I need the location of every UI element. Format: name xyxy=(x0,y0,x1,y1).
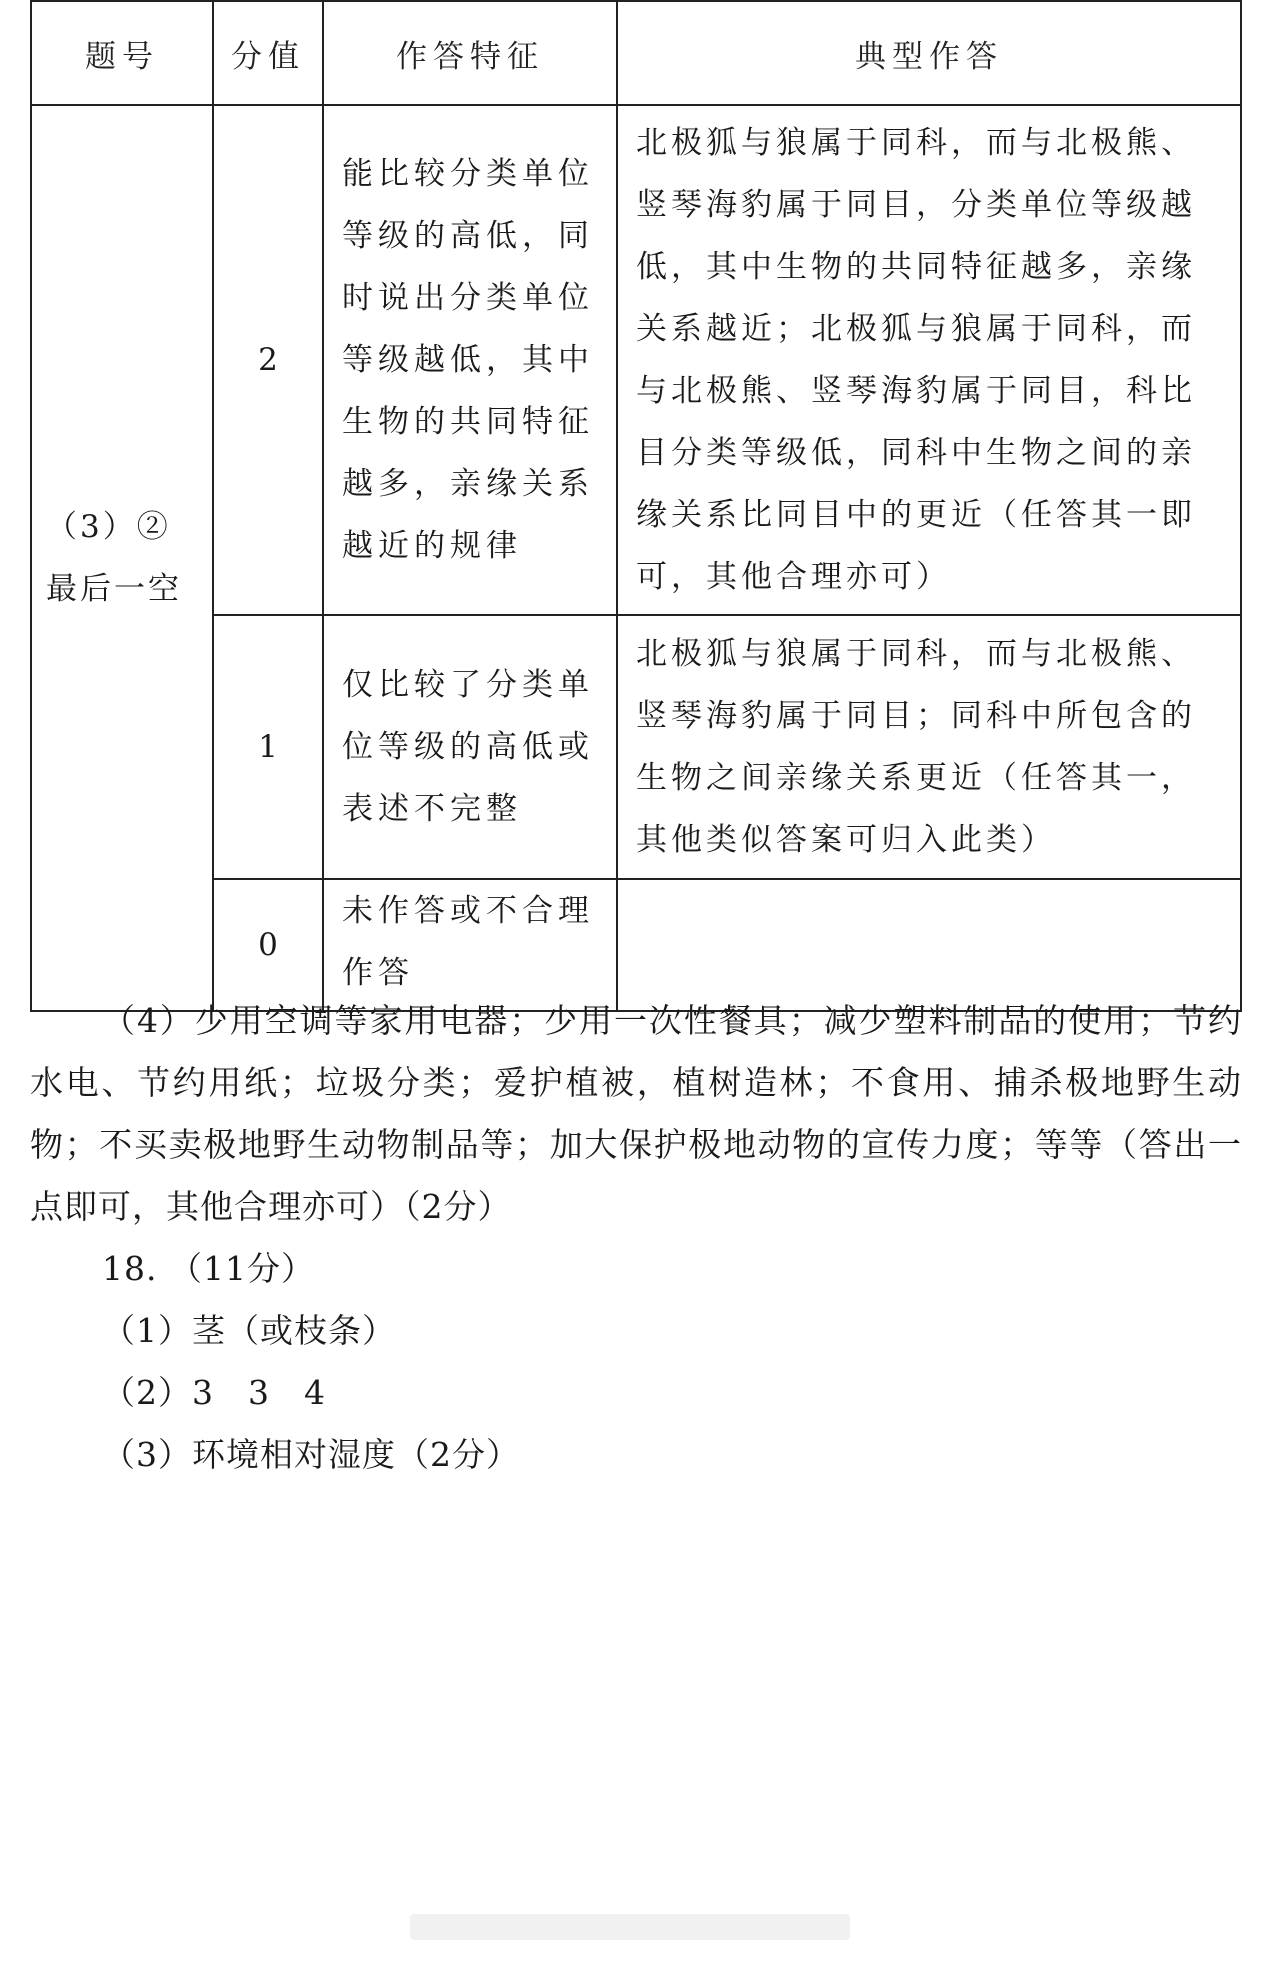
answer-4-paragraph: （4）少用空调等家用电器；少用一次性餐具；减少塑料制品的使用；节约水电、节约用纸；垃圾分类；爱护植被，植树造林；不食用、捕杀极地野生动物；不买卖极地野生动物制品等；加大保护极地动物的宣传力度；等等（答出一点即可，其他合理亦可）（2分） xyxy=(30,1001,1242,1226)
answer-section-body xyxy=(30,990,1242,1486)
answer-18-2: （2）3 3 4 xyxy=(102,1373,326,1412)
answer-18-3: （3）环境相对湿度（2分） xyxy=(102,1435,520,1474)
question-label-cell: （3）②最后一空 xyxy=(31,105,213,1011)
feature-cell: 仅比较了分类单位等级的高低或表述不完整 xyxy=(323,615,617,879)
header-answer-feature: 作答特征 xyxy=(323,1,617,105)
feature-cell: 未作答或不合理作答 xyxy=(323,879,617,1011)
answer-cell: 北极狐与狼属于同科，而与北极熊、竖琴海豹属于同目；同科中所包含的生物之间亲缘关系更近（任答其一，其他类似答案可归入此类） xyxy=(617,615,1241,879)
faded-footer-bar xyxy=(410,1914,850,1940)
question-18-title: 18. （11分） xyxy=(102,1249,315,1288)
table-row xyxy=(31,615,1241,879)
header-score: 分值 xyxy=(213,1,323,105)
table-header-row xyxy=(31,1,1241,105)
feature-cell: 能比较分类单位等级的高低，同时说出分类单位等级越低，其中生物的共同特征越多，亲缘关系越近的规律 xyxy=(323,105,617,615)
header-question-number: 题号 xyxy=(31,1,213,105)
score-cell: 1 xyxy=(213,615,323,879)
header-typical-answer: 典型作答 xyxy=(617,1,1241,105)
table-row xyxy=(31,105,1241,615)
score-cell: 2 xyxy=(213,105,323,615)
scoring-rubric-table xyxy=(30,0,1242,1012)
answer-18-1: （1）茎（或枝条） xyxy=(102,1311,396,1350)
score-cell: 0 xyxy=(213,879,323,1011)
answer-cell: 北极狐与狼属于同科，而与北极熊、竖琴海豹属于同目，分类单位等级越低，其中生物的共同特征越多，亲缘关系越近；北极狐与狼属于同科，而与北极熊、竖琴海豹属于同目，科比目分类等级低，同科中生物之间的亲缘关系比同目中的更近（任答其一即可，其他合理亦可） xyxy=(617,105,1241,615)
